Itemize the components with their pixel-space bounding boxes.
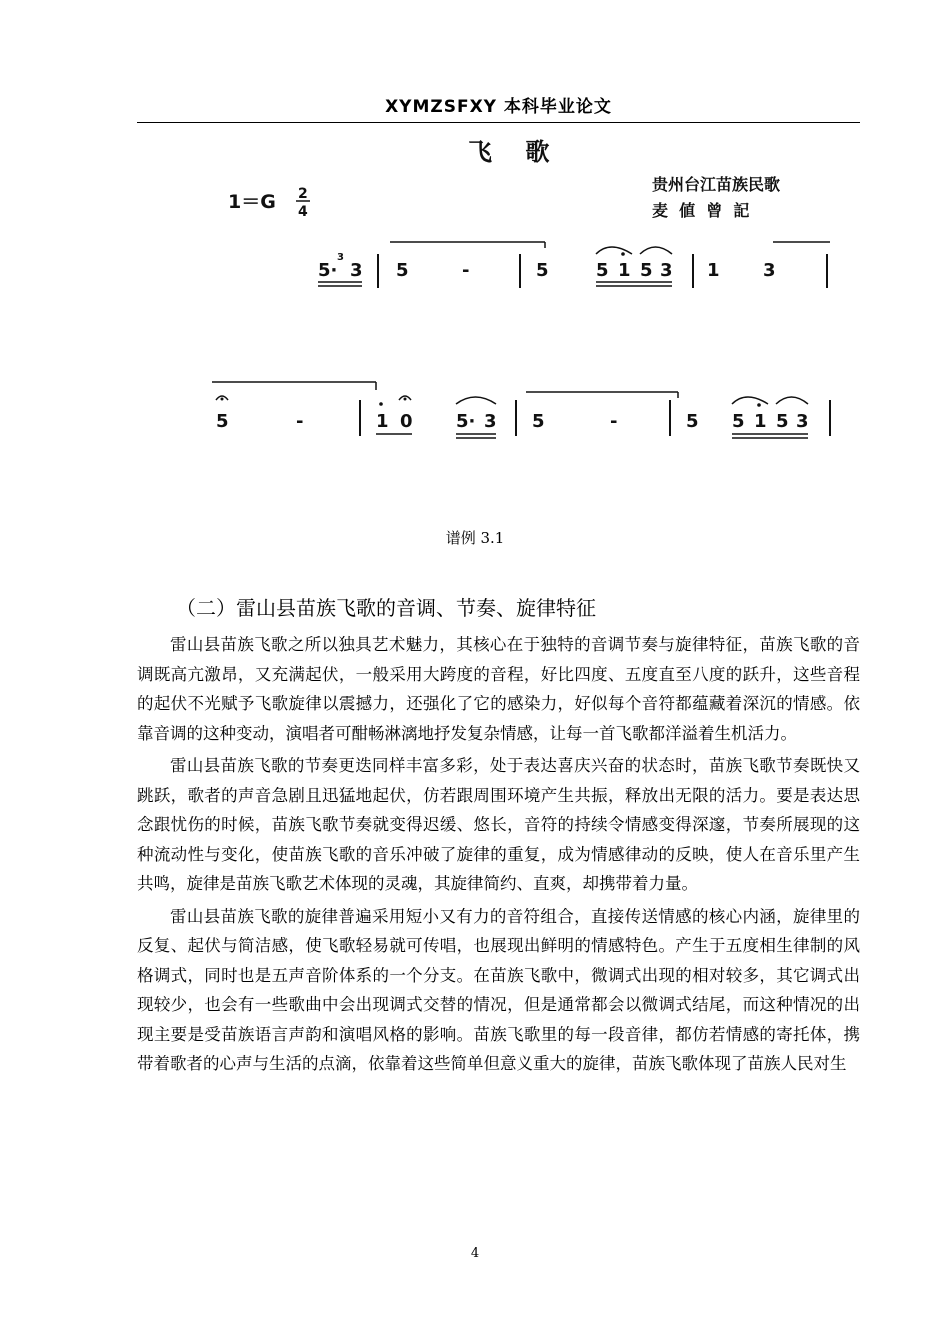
score-line-1 xyxy=(318,242,830,288)
note: 1 xyxy=(754,411,767,432)
note: 1 xyxy=(376,411,389,432)
score-meter-top: 2 xyxy=(298,186,308,202)
note: 1 xyxy=(707,260,720,281)
score-meter-bottom: 4 xyxy=(298,204,308,220)
note: 0 xyxy=(400,411,413,432)
note: 5 xyxy=(640,260,653,281)
note: - xyxy=(462,260,470,281)
note: 5 xyxy=(396,260,409,281)
section-heading: （二）雷山县苗族飞歌的音调、节奏、旋律特征 xyxy=(176,596,596,620)
note: 3 xyxy=(350,260,363,281)
note: 5· xyxy=(456,411,476,432)
note: 1 xyxy=(618,260,631,281)
music-score xyxy=(200,130,840,470)
note: 5 xyxy=(216,411,229,432)
figure-caption: 谱例 3.1 xyxy=(445,529,505,547)
note: 5 xyxy=(536,260,549,281)
score-line-2 xyxy=(212,382,830,438)
note: 5 xyxy=(596,260,609,281)
paragraph: 雷山县苗族飞歌之所以独具艺术魅力，其核心在于独特的音调节奏与旋律特征，苗族飞歌的音调既高亢激昂，又充满起伏，一般采用大跨度的音程，好比四度、五度直至八度的跃升，这些音程的起伏不光赋予飞歌旋律以震撼力，还强化了它的感染力，好似每个音符都蕴藏着深沉的情感。依靠音调的这种变动，演唱者可酣畅淋漓地抒发复杂情感，让每一首飞歌都洋溢着生机活力。 xyxy=(137,635,860,743)
page-header: XYMZSFXY 本科毕业论文 xyxy=(385,97,612,117)
note: - xyxy=(610,411,618,432)
score-key: 1＝G xyxy=(228,191,276,213)
note: 3 xyxy=(484,411,497,432)
note: - xyxy=(296,411,304,432)
note: 3 xyxy=(763,260,776,281)
score-source-line2: 麦 値 曾 記 xyxy=(652,201,750,220)
paragraph: 雷山县苗族飞歌的节奏更迭同样丰富多彩，处于表达喜庆兴奋的状态时，苗族飞歌节奏既快又跳跃，歌者的声音急剧且迅猛地起伏，仿若跟周围环境产生共振，释放出无限的活力。要是表达思念跟忧伤的时候，苗族飞歌节奏就变得迟缓、悠长，音符的持续令情感变得深邃，节奏所展现的这种流动性与变化，使苗族飞歌的音乐冲破了旋律的重复，成为情感律动的反映，使人在音乐里产生共鸣，旋律是苗族飞歌艺术体现的灵魂，其旋律简约、直爽，却携带着力量。 xyxy=(137,756,860,893)
header-rule xyxy=(137,122,860,123)
score-source-line1: 贵州台江苗族民歌 xyxy=(652,175,781,194)
note: 5 xyxy=(532,411,545,432)
note: 5· xyxy=(318,260,338,281)
note: 5 xyxy=(732,411,745,432)
note: 5 xyxy=(686,411,699,432)
page-number: 4 xyxy=(470,1246,480,1261)
note: 3 xyxy=(660,260,673,281)
note: 5 xyxy=(776,411,789,432)
score-title: 飞 歌 xyxy=(468,138,550,166)
body-text xyxy=(137,630,860,1082)
note: 3 xyxy=(337,252,344,263)
note: 3 xyxy=(796,411,809,432)
paragraph: 雷山县苗族飞歌的旋律普遍采用短小又有力的音符组合，直接传送情感的核心内涵，旋律里的反复、起伏与简洁感，使飞歌轻易就可传唱，也展现出鲜明的情感特色。产生于五度相生律制的风格调式，同时也是五声音阶体系的一个分支。在苗族飞歌中，微调式出现的相对较多，其它调式出现较少，也会有一些歌曲中会出现调式交替的情况，但是通常都会以微调式结尾，而这种情况的出现主要是受苗族语言声韵和演唱风格的影响。苗族飞歌里的每一段音律，都仿若情感的寄托体，携带着歌者的心声与生活的点滴，依靠着这些简单但意义重大的旋律，苗族飞歌体现了苗族人民对生 xyxy=(137,906,860,1073)
